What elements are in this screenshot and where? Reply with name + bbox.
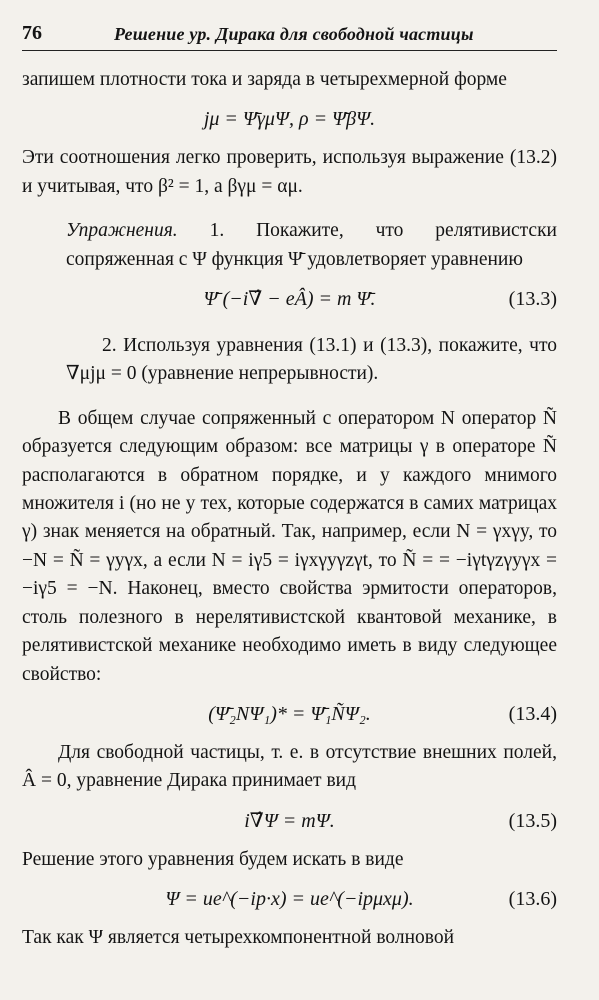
exercise-heading: Упражнения. [66, 220, 178, 242]
equation-expression: jμ = Ψ̄γμΨ, ρ = Ψ̄βΨ. [203, 108, 376, 131]
equation-number: (13.4) [508, 702, 557, 725]
equation-current-density [22, 96, 557, 142]
paragraph-3: В общем случае сопряженный с оператором N оператор Ñ образуется следующим образом: все матрицы γ в операторе Ñ располагаются в обратном порядке, и у каждого мнимого множителя i (но не у тех, которые содержатся в самих матрицах γ) знак меняется на обратный. Так, например, если N = γxγy, то −N = Ñ = γyγx, а если N = iγ5 = iγxγyγzγt, то Ñ = = −iγtγzγyγx = −iγ5 = −N. Наконец, вместо свойства эрмитости операторов, столь полезного в нерелятивистской квантовой механике, в релятивистской механике необходимо иметь в виду следующее свойство: [22, 407, 557, 685]
page-number: 76 [22, 22, 42, 44]
equation-13-5 [22, 798, 557, 844]
paragraph-1: запишем плотности тока и заряда в четырехмерной форме [22, 69, 507, 90]
equation-number: (13.6) [508, 888, 557, 911]
paragraph-4: Для свободной частицы, т. е. в отсутствие внешних полей, Â = 0, уравнение Дирака принимает вид [22, 741, 557, 792]
equation-expression: Ψ = ue^(−ip·x) = ue^(−ipμxμ). [165, 888, 414, 911]
equation-13-4 [22, 691, 557, 737]
paragraph-6: Так как Ψ является четырехкомпонентной волновой [22, 927, 455, 949]
equation-13-3 [22, 276, 557, 322]
paragraph-2: Эти соотношения легко проверить, используя выражение (13.2) и учитывая, что β² = 1, а βγμ = αμ. [22, 147, 557, 197]
equation-expression: (Ψ̄₂NΨ₁)* = Ψ̄₁ÑΨ₂. [208, 702, 371, 725]
exercise-1-text: 1. Покажите, что релятивистски сопряженная с Ψ функция Ψ̄ удовлетворяет уравнению [66, 220, 557, 270]
equation-expression: i∇̂Ψ = mΨ. [244, 809, 335, 832]
page-header [22, 22, 557, 52]
exercise-1 [66, 217, 557, 274]
equation-13-6 [22, 876, 557, 922]
equation-number: (13.3) [508, 288, 557, 311]
exercise-2: 2. Используя уравнения (13.1) и (13.3), покажите, что ∇μjμ = 0 (уравнение непрерывности). [66, 335, 557, 385]
header-rule [22, 50, 557, 51]
paragraph-5: Решение этого уравнения будем искать в виде [22, 848, 404, 870]
running-title: Решение ур. Дирака для свободной частицы [114, 24, 474, 44]
equation-number: (13.5) [508, 809, 557, 832]
equation-expression: Ψ̄ (−i∇̂ − eÂ) = m Ψ̄. [203, 288, 376, 311]
page-body [22, 66, 557, 953]
